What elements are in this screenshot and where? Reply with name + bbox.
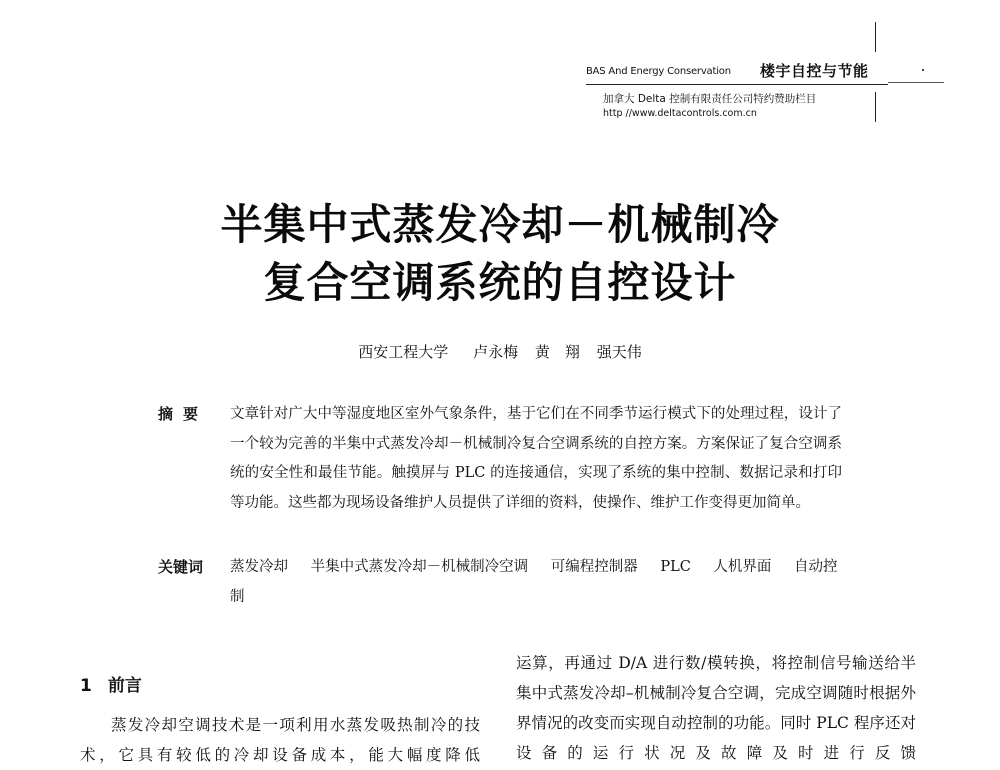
journal-name-en: BAS And Energy Conservation (586, 66, 731, 77)
journal-name-zh: 楼宇自控与节能 (760, 62, 869, 80)
section-heading (80, 671, 142, 696)
header-rule (586, 84, 888, 85)
header-vertical-rule-bottom (875, 92, 876, 122)
left-column-paragraph: 蒸发冷却空调技术是一项利用水蒸发吸热制冷的技术，它具有较低的冷却设备成本，能大幅度降低 (80, 716, 480, 764)
abstract-text: 文章针对广大中等湿度地区室外气象条件，基于它们在不同季节运行模式下的处理过程，设计了一个较为完善的半集中式蒸发冷却－机械制冷复合空调系统的自控方案。方案保证了复合空调系统的安全性和最佳节能。触摸屏与 PLC 的连接通信，实现了系统的集中控制、数据记录和打印等功能。这些都为现场设备维护人员提供了详细的资料，使操作、维护工作变得更加简单。 (230, 406, 842, 511)
sponsor-url: http //www.deltacontrols.com.cn (603, 108, 757, 119)
header-rule-extension (888, 82, 944, 83)
section-title: 前言 (107, 676, 142, 696)
header-dot (922, 69, 924, 71)
right-column-paragraph: 运算，再通过 D/A 进行数/模转换，将控制信号输送给半集中式蒸发冷却–机械制冷复合空调，完成空调随时根据外界情况的改变而实现自动控制的功能。同时 PLC 程序还对设备的运行状况及故障及时进行反馈 (516, 654, 916, 762)
author-affiliation: 西安工程大学 (358, 343, 449, 361)
paper-title-line-2: 复合空调系统的自控设计 (263, 258, 737, 307)
paper-title-line-1: 半集中式蒸发冷却－机械制冷 (220, 200, 780, 249)
author-line (0, 341, 1000, 362)
section-number: 1 (80, 676, 92, 696)
author-name: 卢永梅 (473, 343, 519, 361)
sponsor-line: 加拿大 Delta 控制有限责任公司特约赞助栏目 (603, 93, 817, 105)
paper-title (0, 196, 1000, 312)
author-name: 强天伟 (596, 343, 642, 361)
abstract-label: 摘要 (158, 405, 209, 423)
keywords-text: 蒸发冷却 半集中式蒸发冷却－机械制冷空调 可编程控制器 PLC 人机界面 自动控制 (230, 559, 838, 605)
keywords-label: 关键词 (158, 558, 204, 576)
header-vertical-rule-top (875, 22, 876, 52)
author-name: 黄 翔 (534, 343, 580, 361)
